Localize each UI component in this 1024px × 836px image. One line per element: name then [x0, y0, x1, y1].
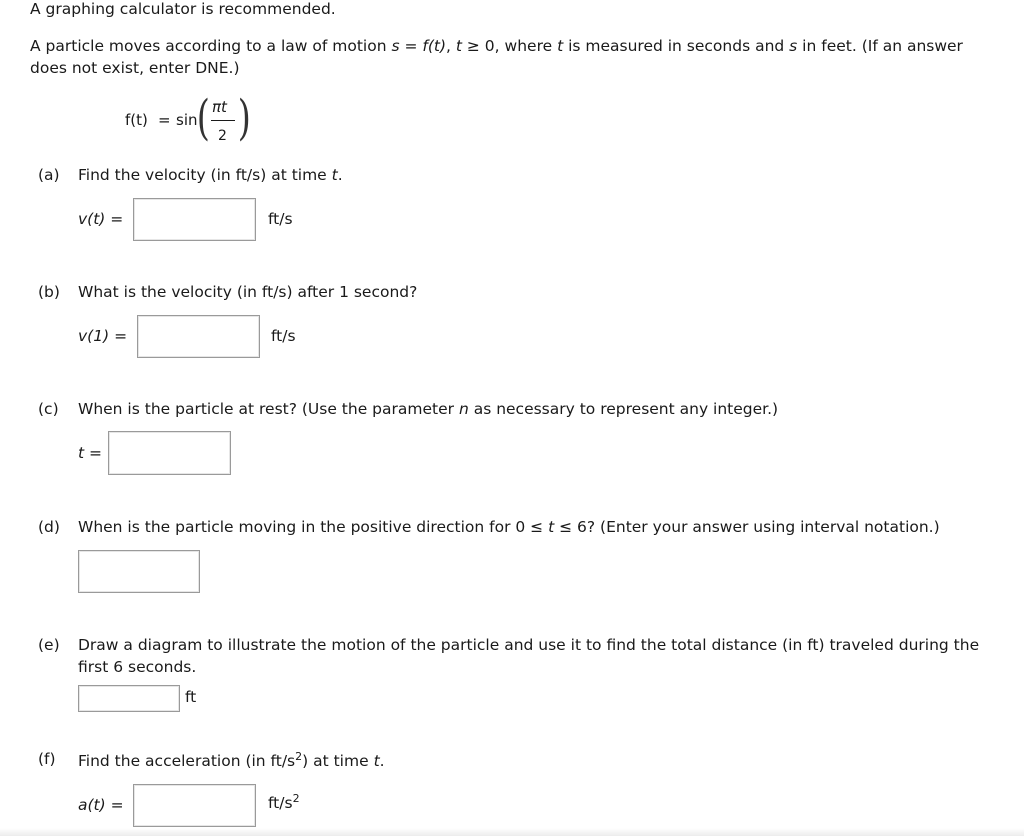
problem-text: is measured in seconds and — [563, 37, 790, 55]
numerator: πt — [212, 98, 227, 116]
comma: , — [446, 37, 456, 55]
question-text: When is the particle moving in the positive direction for 0 ≤ — [78, 518, 549, 536]
formula-equals: = — [158, 111, 171, 129]
s-variable: s — [789, 37, 798, 55]
problem-text: A particle moves according to a law of motion — [30, 37, 392, 55]
t-label: t — [78, 444, 85, 462]
part-e-question-line-1: Draw a diagram to illustrate the motion of the particle and use it to find the total distance (in ft) traveled during the — [78, 636, 980, 654]
part-f-letter: (f) — [38, 750, 56, 768]
part-d-letter: (d) — [38, 518, 60, 536]
equals-sign: = — [89, 444, 103, 462]
problem-line-2: does not exist, enter DNE.) — [30, 59, 240, 77]
question-text: as necessary to represent any integer.) — [468, 400, 779, 418]
superscript: 2 — [295, 750, 303, 763]
v-of-t-label: v(t) — [78, 210, 106, 228]
part-c-letter: (c) — [38, 400, 59, 418]
formula-lhs: f(t) — [125, 111, 148, 129]
part-b-letter: (b) — [38, 283, 60, 301]
left-paren: ( — [196, 90, 210, 146]
a-of-t-label: a(t) — [78, 796, 106, 814]
question-text: ≤ 6? (Enter your answer using interval notation.) — [554, 518, 940, 536]
problem-text: in feet. (If an answer — [797, 37, 963, 55]
part-c-answer-input[interactable] — [108, 431, 231, 475]
page-bottom-edge — [0, 828, 1024, 836]
part-a-letter: (a) — [38, 166, 60, 184]
part-a-answer-input[interactable] — [133, 198, 256, 241]
part-b-label — [78, 327, 127, 345]
part-f-answer-input[interactable] — [133, 784, 256, 827]
part-e-answer-input[interactable] — [78, 685, 180, 712]
t-variable: t — [331, 166, 338, 184]
period: . — [337, 166, 343, 184]
part-b-answer-input[interactable] — [137, 315, 260, 358]
part-e-question-line-2: first 6 seconds. — [78, 658, 197, 676]
period: . — [379, 752, 385, 771]
intro-text: A graphing calculator is recommended. — [30, 0, 336, 18]
part-b-question: What is the velocity (in ft/s) after 1 second? — [78, 283, 418, 301]
question-text: ) at time — [302, 752, 374, 771]
part-a-unit: ft/s — [268, 210, 293, 228]
part-c-label — [78, 444, 102, 462]
part-d-answer-input[interactable] — [78, 550, 200, 593]
part-b-unit: ft/s — [271, 327, 296, 345]
fraction-bar — [211, 120, 235, 121]
t-variable: t — [455, 37, 462, 55]
question-text: When is the particle at rest? (Use the parameter — [78, 400, 459, 418]
t-variable: t — [557, 37, 564, 55]
problem-line-1 — [30, 37, 963, 55]
part-e-unit: ft — [185, 688, 197, 706]
part-d-question — [78, 518, 940, 536]
formula-sin: sin — [176, 111, 198, 129]
f-of-t: f(t) — [422, 37, 447, 55]
condition: ≥ 0, where — [461, 37, 558, 55]
equals-sign: = — [110, 210, 124, 228]
part-a-question — [78, 166, 343, 184]
question-text: Find the acceleration (in ft/s — [78, 752, 296, 771]
denominator: 2 — [218, 128, 227, 144]
part-f-label — [78, 796, 124, 814]
part-c-question — [78, 400, 778, 418]
s-variable: s — [391, 37, 400, 55]
part-f-unit — [268, 792, 300, 812]
t-variable: t — [548, 518, 555, 536]
right-paren: ) — [237, 90, 251, 146]
part-f-question — [78, 750, 385, 770]
equals-sign: = — [399, 37, 423, 55]
equals-sign: = — [114, 327, 128, 345]
n-variable: n — [458, 400, 469, 418]
question-text: Find the velocity (in ft/s) at time — [78, 166, 332, 184]
part-e-letter: (e) — [38, 636, 60, 654]
equals-sign: = — [110, 796, 124, 814]
part-a-label — [78, 210, 123, 228]
v-of-1-label: v(1) — [78, 327, 110, 345]
superscript: 2 — [292, 792, 300, 805]
t-variable: t — [373, 752, 380, 771]
unit-text: ft/s — [268, 794, 293, 813]
